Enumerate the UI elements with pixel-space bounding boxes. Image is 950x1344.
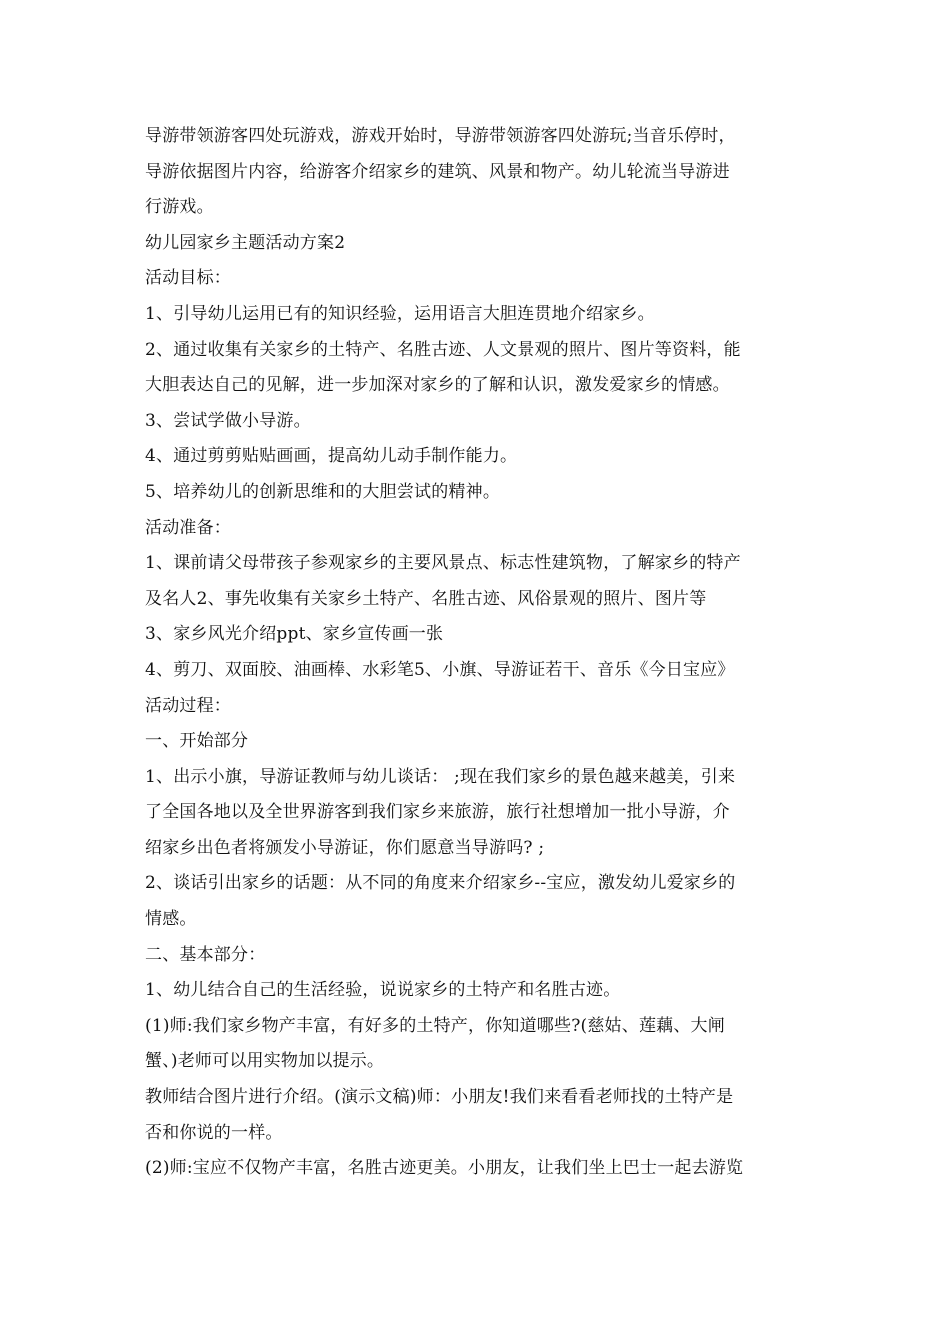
text-line: 及名人2、事先收集有关家乡土特产、名胜古迹、风俗景观的照片、图片等 [145, 588, 707, 609]
list-item: (1)师:我们家乡物产丰富，有好多的土特产，你知道哪些?(慈姑、莲藕、大闸 [145, 1015, 725, 1036]
list-item: 3、尝试学做小导游。 [145, 410, 311, 431]
list-item: 1、出示小旗，导游证教师与幼儿谈话： ;现在我们家乡的景色越来越美，引来 [145, 766, 736, 787]
subheading: 一、开始部分 [145, 731, 249, 752]
text-line: 绍家乡出色者将颁发小导游证，你们愿意当导游吗? ; [145, 837, 545, 858]
text-line: 大胆表达自己的见解，进一步加深对家乡的了解和认识，激发爱家乡的情感。 [145, 375, 730, 396]
list-item: 5、培养幼儿的创新思维和的大胆尝试的精神。 [145, 481, 501, 502]
text-line: 导游依据图片内容，给游客介绍家乡的建筑、风景和物产。幼儿轮流当导游进 [145, 161, 730, 182]
text-line: 了全国各地以及全世界游客到我们家乡来旅游，旅行社想增加一批小导游，介 [145, 802, 730, 823]
list-item: 2、谈话引出家乡的话题：从不同的角度来介绍家乡--宝应，激发幼儿爱家乡的 [145, 873, 736, 894]
list-item: 1、课前请父母带孩子参观家乡的主要风景点、标志性建筑物，了解家乡的特产 [145, 553, 741, 574]
subheading: 活动过程： [145, 695, 231, 716]
document-body [145, 119, 810, 1187]
list-item: (2)师:宝应不仅物产丰富，名胜古迹更美。小朋友，让我们坐上巴士一起去游览 [145, 1158, 744, 1179]
list-item: 4、通过剪剪贴贴画画，提高幼儿动手制作能力。 [145, 446, 518, 467]
section-heading: 幼儿园家乡主题活动方案2 [145, 232, 346, 253]
text-line: 教师结合图片进行介绍。(演示文稿)师：小朋友!我们来看看老师找的土特产是 [145, 1087, 734, 1108]
list-item: 3、家乡风光介绍ppt、家乡宣传画一张 [145, 624, 444, 645]
list-item: 1、引导幼儿运用已有的知识经验，运用语言大胆连贯地介绍家乡。 [145, 303, 655, 324]
text-line: 蟹、)老师可以用实物加以提示。 [145, 1051, 385, 1072]
list-item: 1、幼儿结合自己的生活经验，说说家乡的土特产和名胜古迹。 [145, 980, 621, 1001]
list-item: 2、通过收集有关家乡的土特产、名胜古迹、人文景观的照片、图片等资料，能 [145, 339, 741, 360]
text-line: 情感。 [145, 909, 197, 930]
subheading: 二、基本部分： [145, 944, 266, 965]
subheading: 活动目标： [145, 268, 231, 289]
text-line: 否和你说的一样。 [145, 1122, 283, 1143]
text-line: 导游带领游客四处玩游戏，游戏开始时，导游带领游客四处游玩;当音乐停时， [145, 126, 736, 146]
subheading: 活动准备： [145, 517, 231, 538]
text-line: 行游戏。 [145, 197, 214, 218]
list-item: 4、剪刀、双面胶、油画棒、水彩笔5、小旗、导游证若干、音乐《今日宝应》 [145, 659, 735, 680]
